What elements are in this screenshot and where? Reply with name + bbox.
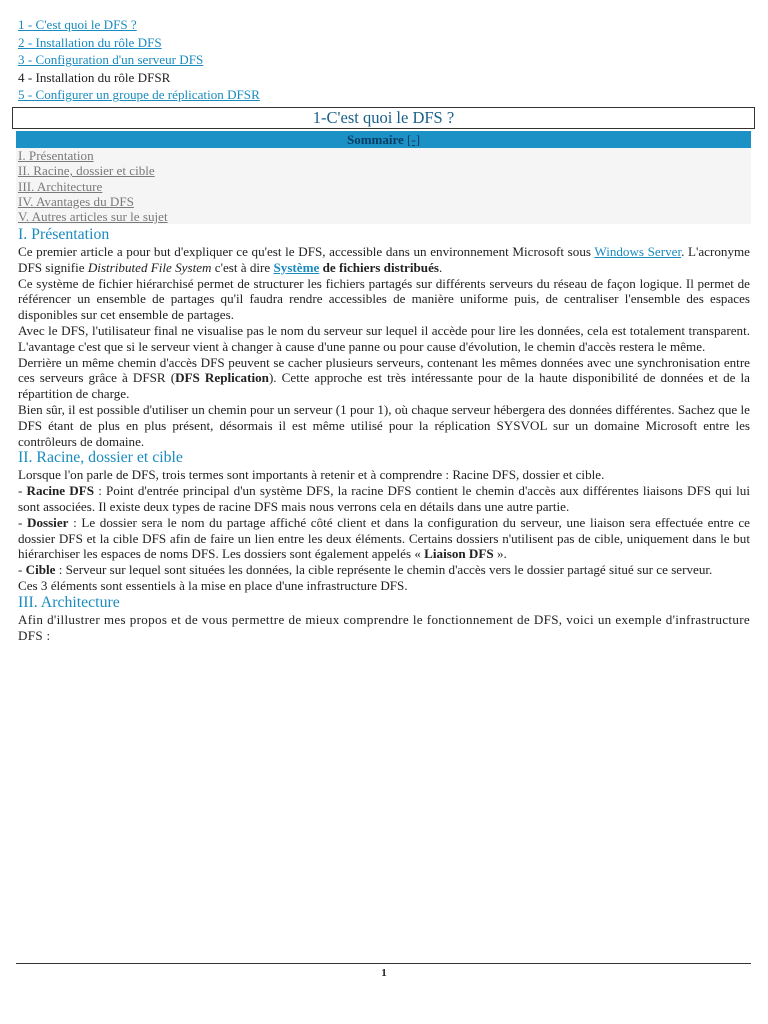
sommaire-link-architecture[interactable]: III. Architecture	[18, 178, 103, 194]
section-heading-presentation: I. Présentation	[18, 226, 110, 243]
toc-item-4: 4 - Installation du rôle DFSR	[18, 69, 171, 85]
sommaire-link-autres-articles[interactable]: V. Autres articles sur le sujet	[18, 209, 168, 225]
paragraph: Lorsque l'on parle de DFS, trois termes sont importants à retenir et à comprendre : Racine DFS, dossier et cible.	[18, 467, 605, 483]
paragraph: Avec le DFS, l'utilisateur final ne visualise pas le nom du serveur sur lequel il accède pour lire les données, cela est totalement transparent. L'avantage c'est que si le serveur vient à changer à cause d'une panne ou pour cause d'évolution, le chemin d'accès restera le même.	[18, 322, 750, 354]
paragraph: Ces 3 éléments sont essentiels à la mise en place d'une infrastructure DFS.	[18, 577, 408, 593]
paragraph: Afin d'illustrer mes propos et de vous permettre de mieux comprendre le fonctionnement de DFS, voici un exemple d'infrastructure DFS :	[18, 611, 750, 643]
sommaire-label: Sommaire	[346, 132, 404, 147]
toc-link-5[interactable]: 5 - Configurer un groupe de réplication DFSR	[18, 87, 260, 103]
definition-dossier: - Dossier : Le dossier sera le nom du partage affiché côté client et dans la configuration du serveur, une liaison sera effectuée entre ce dossier DFS et la cible DFS afin de faire un lien entre les deux éléments. Certains dossiers n'utilisent pas de cible, uniquement dans le but hiérarchiser les espaces de noms DFS. Les dossiers sont également appelés « Liaison DFS ».	[18, 514, 750, 562]
footer-divider	[16, 963, 751, 964]
sommaire-link-racine[interactable]: II. Racine, dossier et cible	[18, 163, 155, 179]
paragraph: Ce premier article a pour but d'expliquer ce qu'est le DFS, accessible dans un environnement Microsoft sous Windows Server. L'acronyme DFS signifie Distributed File System c'est à dire Système de fichiers distribués.	[18, 244, 750, 275]
section-heading-racine: II. Racine, dossier et cible	[18, 449, 183, 467]
toc-link-3[interactable]: 3 - Configuration d'un serveur DFS	[18, 52, 204, 68]
article-content	[18, 226, 750, 643]
page-title: 1-C'est quoi le DFS ?	[12, 107, 755, 129]
toc-link-1[interactable]: 1 - C'est quoi le DFS ?	[18, 17, 137, 32]
definition-cible: - Cible : Serveur sur lequel sont situées les données, la cible représente le chemin d'accès vers le dossier partagé situé sur ce serveur.	[18, 562, 713, 578]
sommaire-list	[16, 148, 751, 224]
page-number: 1	[381, 967, 387, 979]
paragraph: Ce système de fichier hiérarchisé permet de structurer les fichiers partagés sur différents serveurs du réseau de façon logique. Il permet de référencer un ensemble de partages qu'il faudra rendre accessibles de manière uniforme puis, de centraliser l'ensemble des espaces disponibles sur cet ensemble de partages.	[18, 275, 750, 323]
sommaire-link-avantages[interactable]: IV. Avantages du DFS	[18, 193, 134, 209]
sommaire-link-presentation[interactable]: I. Présentation	[18, 148, 94, 163]
paragraph: Bien sûr, il est possible d'utiliser un chemin pour un serveur (1 pour 1), où chaque serveur hébergera des données différentes. Sachez que le DFS étant de plus en plus présent, désormais il est même utilisé pour la réplication SYSVOL sur un domaine Microsoft entre les contrôleurs de domaine.	[18, 401, 750, 449]
paragraph: Derrière un même chemin d'accès DFS peuvent se cacher plusieurs serveurs, contenant les mêmes données avec une synchronisation entre ces serveurs grâce à DFSR (DFS Replication). Cette approche est très intéressante pour de la haute disponibilité de données et de la répartition de charge.	[18, 354, 750, 402]
windows-server-link[interactable]: Windows Server	[594, 244, 682, 259]
definition-racine: - Racine DFS : Point d'entrée principal d'un système DFS, la racine DFS contient le chemin d'accès aux différentes liaisons DFS qui lui sont associées. Il existe deux types de racine DFS mais nous verrons cela en détails dans une autre partie.	[18, 483, 750, 514]
sommaire-toggle[interactable]: [-]	[407, 132, 421, 147]
sommaire-header	[16, 131, 751, 148]
systeme-link[interactable]: Système	[273, 259, 320, 275]
section-heading-architecture: III. Architecture	[18, 593, 120, 611]
table-of-contents	[18, 16, 260, 104]
toc-link-2[interactable]: 2 - Installation du rôle DFS	[18, 34, 162, 50]
